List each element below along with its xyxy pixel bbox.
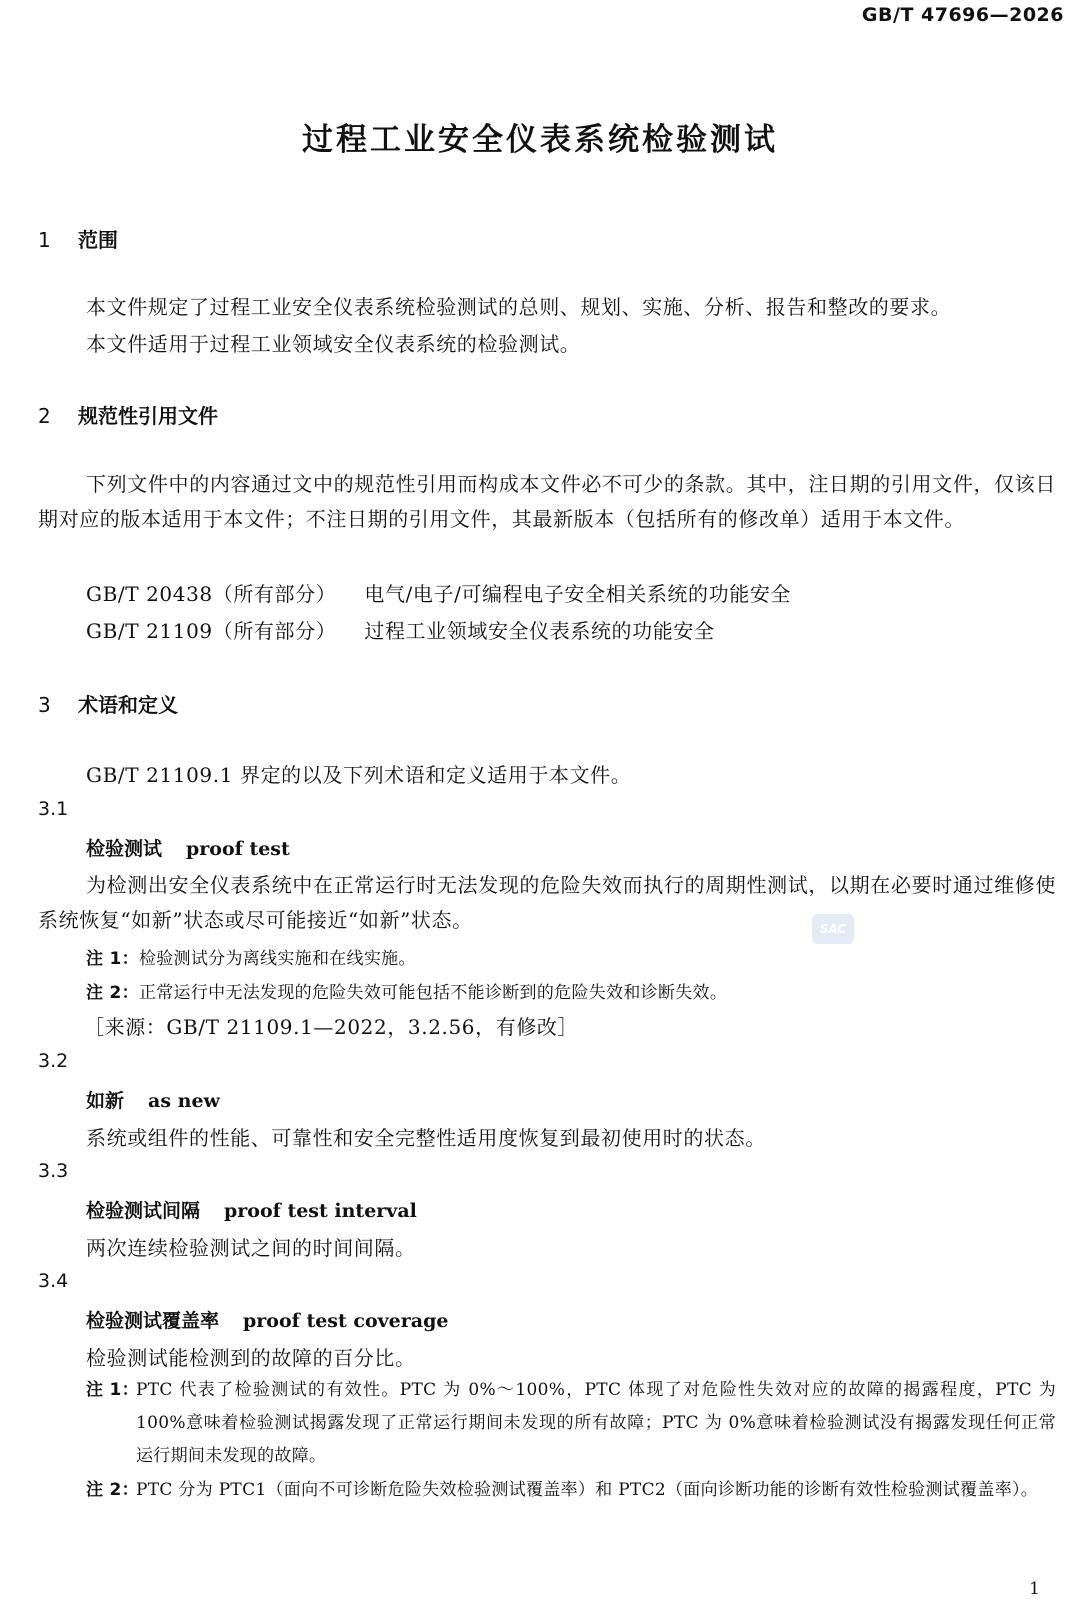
term-heading — [86, 834, 290, 861]
term-en: as new — [148, 1090, 220, 1112]
term-definition: 检验测试能检测到的故障的百分比。 — [86, 1346, 416, 1370]
sac-watermark-logo: SAC — [812, 914, 854, 944]
section-2-heading — [38, 400, 218, 429]
page-title: 过程工业安全仪表系统检验测试 — [302, 122, 778, 158]
term-heading — [86, 1086, 220, 1113]
note-text: 检验测试分为离线实施和在线实施。 — [138, 949, 416, 969]
page-number: 1 — [1029, 1579, 1040, 1599]
reference-title: 电气/电子/可编程电子安全相关系统的功能安全 — [364, 582, 792, 606]
note — [86, 944, 416, 969]
term-zh: 检验测试间隔 — [86, 1200, 201, 1222]
note-label: 注 2： — [86, 983, 139, 1003]
section-number: 3 — [38, 693, 51, 717]
term-zh: 如新 — [86, 1090, 125, 1112]
section-number: 2 — [38, 404, 51, 428]
note — [86, 1374, 1056, 1473]
note-label: 注 1： — [86, 949, 139, 969]
section-title: 规范性引用文件 — [78, 404, 218, 428]
clause-number: 3.2 — [38, 1050, 69, 1072]
document-code: GB/T 47696—2026 — [861, 4, 1064, 26]
note-text: PTC 代表了检验测试的有效性。PTC 为 0%～100%，PTC 体现了对危险性失效对应的故障的揭露程度，PTC 为 100%意味着检验测试揭露发现了正常运行期间未发现的所有故障；PTC 为 0%意味着检验测试没有揭露发现任何正常运行期间未发现的故障。 — [136, 1380, 1056, 1466]
note-label: 注 1： — [86, 1380, 139, 1400]
note-label: 注 2： — [86, 1480, 139, 1500]
section-title: 术语和定义 — [78, 693, 178, 717]
term-definition: 为检测出安全仪表系统中在正常运行时无法发现的危险失效而执行的周期性测试，以期在必要时通过维修使系统恢复“如新”状态或尽可能接近“如新”状态。 — [38, 873, 1056, 932]
section-title: 范围 — [78, 228, 118, 252]
term-en: proof test — [186, 838, 290, 860]
note — [86, 978, 727, 1003]
term-en: proof test interval — [224, 1200, 417, 1222]
paragraph: GB/T 21109.1 界定的以及下列术语和定义适用于本文件。 — [86, 763, 632, 787]
section-3-heading — [38, 689, 178, 718]
section-number: 1 — [38, 228, 51, 252]
reference-code: GB/T 20438（所有部分） — [86, 582, 337, 606]
paragraph: 本文件适用于过程工业领域安全仪表系统的检验测试。 — [86, 332, 581, 356]
term-heading — [86, 1306, 448, 1333]
paragraph: 下列文件中的内容通过文中的规范性引用而构成本文件必不可少的条款。其中，注日期的引用文件，仅该日期对应的版本适用于本文件；不注日期的引用文件，其最新版本（包括所有的修改单）适用于本文件。 — [38, 472, 1056, 531]
term-definition: 两次连续检验测试之间的时间间隔。 — [86, 1236, 416, 1260]
reference-title: 过程工业领域安全仪表系统的功能安全 — [364, 619, 715, 643]
clause-number: 3.4 — [38, 1270, 69, 1292]
note-text: PTC 分为 PTC1（面向不可诊断危险失效检验测试覆盖率）和 PTC2（面向诊断功能的诊断有效性检验测试覆盖率）。 — [136, 1480, 1039, 1500]
note-text: 正常运行中无法发现的危险失效可能包括不能诊断到的危险失效和诊断失效。 — [138, 983, 728, 1003]
source-citation: ［来源：GB/T 21109.1—2022，3.2.56，有修改］ — [84, 1015, 579, 1039]
term-heading — [86, 1196, 417, 1223]
term-en: proof test coverage — [243, 1310, 449, 1332]
clause-number: 3.1 — [38, 798, 69, 820]
term-zh: 检验测试 — [86, 838, 163, 860]
term-zh: 检验测试覆盖率 — [86, 1310, 220, 1332]
term-definition: 系统或组件的性能、可靠性和安全完整性适用度恢复到最初使用时的状态。 — [86, 1126, 766, 1150]
clause-number: 3.3 — [38, 1160, 69, 1182]
note — [86, 1474, 1056, 1507]
reference-code: GB/T 21109（所有部分） — [86, 619, 337, 643]
reference-item — [86, 615, 715, 644]
section-1-heading — [38, 224, 118, 253]
paragraph: 本文件规定了过程工业安全仪表系统检验测试的总则、规划、实施、分析、报告和整改的要求。 — [86, 295, 952, 319]
reference-item — [86, 578, 791, 607]
